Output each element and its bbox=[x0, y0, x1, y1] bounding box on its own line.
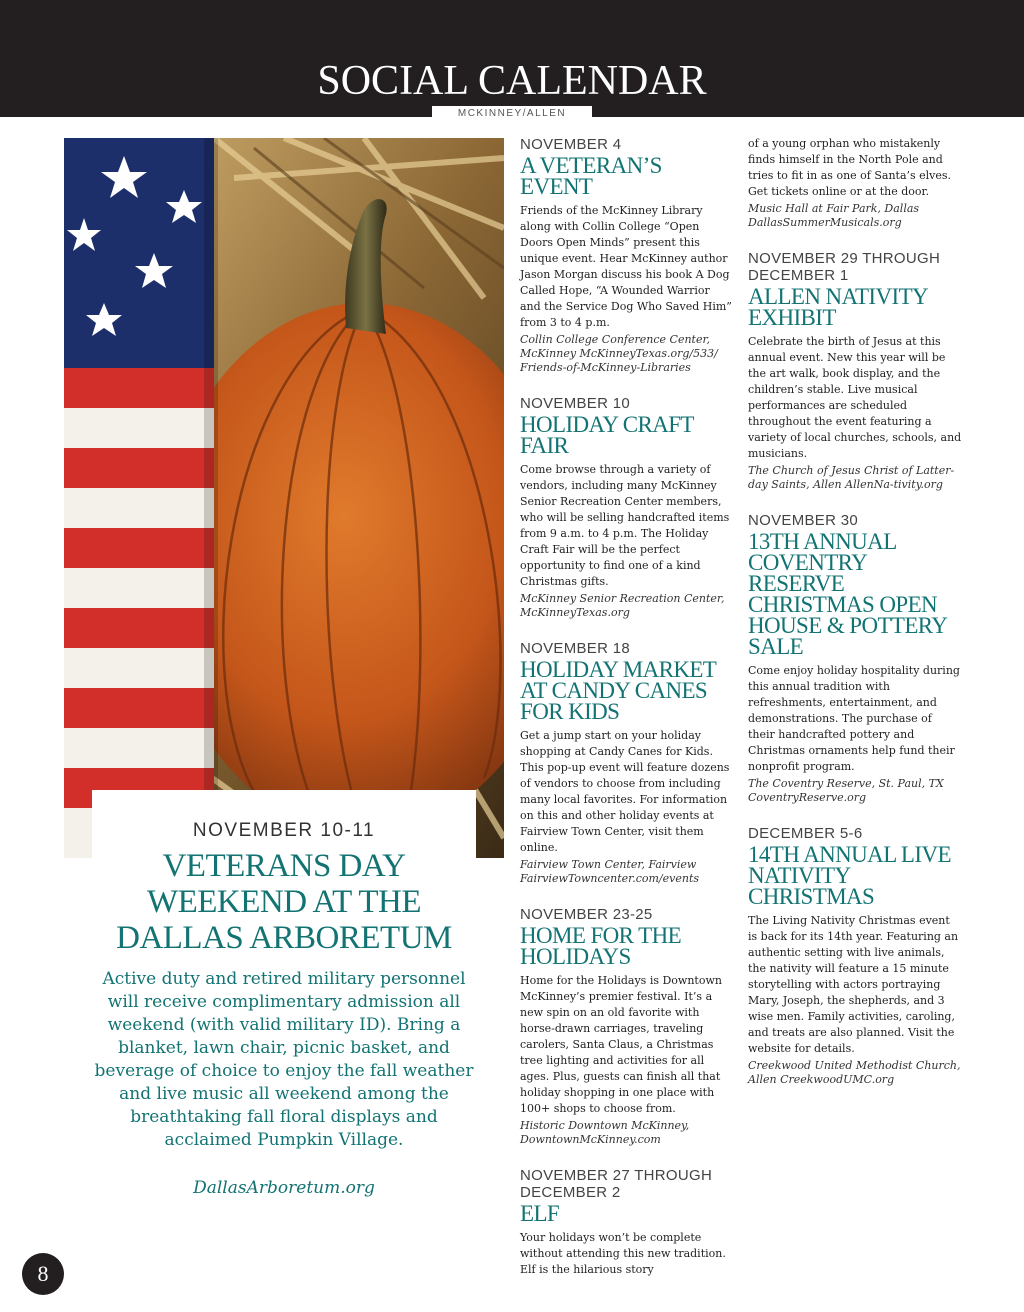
event-title: HOLIDAY CRAFT FAIR bbox=[520, 412, 694, 458]
event-description: Your holidays won’t be complete without attending this new tradition. Elf is the hilarious story bbox=[520, 1231, 726, 1276]
event-item bbox=[520, 1167, 732, 1278]
event-description: Come enjoy holiday hospitality during this annual tradition with refreshments, entertainment, and demonstrations. The purchase of their handcrafted pottery and Christmas ornaments help fund their nonprofit program. bbox=[748, 664, 960, 773]
event-title: A VETERAN’S EVENT bbox=[520, 153, 662, 199]
event-title: 13TH ANNUAL COVENTRY RESERVE CHRISTMAS OPEN HOUSE & POTTERY SALE bbox=[748, 529, 947, 659]
event-item bbox=[748, 825, 962, 1087]
events-column-middle bbox=[520, 136, 732, 1298]
event-date: NOVEMBER 29 THROUGH DECEMBER 1 bbox=[748, 250, 941, 284]
section-subtitle: MCKINNEY/ALLEN bbox=[432, 106, 592, 122]
event-description: Come browse through a variety of vendors, including many McKinney Senior Recreation Center members, who will be selling handcrafted items from 9 a.m. to 4 p.m. The Holiday Craft Fair will be the perfect opportunity to find one of a kind Christmas gifts. bbox=[520, 463, 730, 588]
feature-title: VETERANS DAY WEEKEND AT THE DALLAS ARBORETUM bbox=[116, 848, 452, 956]
event-item bbox=[748, 250, 962, 492]
event-item bbox=[520, 395, 732, 620]
event-date: NOVEMBER 23-25 bbox=[520, 906, 653, 923]
event-venue: The Coventry Reserve, St. Paul, TX CoventryReserve.org bbox=[748, 777, 944, 804]
event-title: 14TH ANNUAL LIVE NATIVITY CHRISTMAS bbox=[748, 842, 951, 909]
event-item-continued bbox=[748, 136, 962, 230]
feature-description: Active duty and retired military personnel will receive complimentary admission all weekend (with valid military ID). Bring a blanket, lawn chair, picnic basket, and beverage of choice to enjoy the fall weather and live music all weekend among the breathtaking fall floral displays and acclaimed Pumpkin Village. bbox=[94, 969, 474, 1150]
page-number: 8 bbox=[22, 1253, 64, 1295]
event-title: ALLEN NATIVITY EXHIBIT bbox=[748, 284, 928, 330]
event-venue: McKinney Senior Recreation Center, McKinneyTexas.org bbox=[520, 592, 725, 619]
event-date: NOVEMBER 18 bbox=[520, 640, 630, 657]
event-venue: Collin College Conference Center, McKinney McKinneyTexas.org/533/ Friends-of-McKinney-Libraries bbox=[520, 333, 718, 374]
feature-date: NOVEMBER 10-11 bbox=[192, 820, 376, 841]
event-title: HOME FOR THE HOLIDAYS bbox=[520, 923, 682, 969]
event-description: Get a jump start on your holiday shopping at Candy Canes for Kids. This pop-up event will feature dozens of vendors to choose from including many local favorites. For information on this and other holiday events at Fairview Town Center, visit them online. bbox=[520, 729, 730, 854]
event-venue: Historic Downtown McKinney, DowntownMcKinney.com bbox=[520, 1119, 690, 1146]
event-item bbox=[748, 512, 962, 805]
feature-website-link[interactable]: DallasArboretum.org bbox=[193, 1178, 375, 1198]
page-title: SOCIAL CALENDAR bbox=[317, 58, 707, 104]
event-description: The Living Nativity Christmas event is back for its 14th year. Featuring an authentic setting with live animals, the nativity will feature a 15 minute storytelling with actors portraying Mary, Joseph, the shepherds, and 3 wise men. Family activities, caroling, and treats are also planned. Visit the website for details. bbox=[748, 914, 959, 1055]
event-title: ELF bbox=[520, 1201, 560, 1226]
event-venue: Music Hall at Fair Park, Dallas DallasSummerMusicals.org bbox=[748, 202, 920, 229]
event-venue: Fairview Town Center, Fairview FairviewTowncenter.com/events bbox=[520, 858, 700, 885]
event-description: Friends of the McKinney Library along with Collin College “Open Doors Open Minds” present this unique event. Hear McKinney author Jason Morgan discuss his book A Dog Called Hope, “A Wounded Warrior and the Service Dog Who Saved Him” from 3 to 4 p.m. bbox=[520, 204, 732, 329]
event-title: HOLIDAY MARKET AT CANDY CANES FOR KIDS bbox=[520, 657, 716, 724]
event-date: NOVEMBER 30 bbox=[748, 512, 858, 529]
event-description: Home for the Holidays is Downtown McKinney’s premier festival. It’s a new spin on an old favorite with horse-drawn carriages, traveling carolers, Santa Claus, a Christmas tree lighting and activities for all ages. Plus, guests can finish all that holiday shopping in one place with 100+ shops to choose from. bbox=[520, 974, 722, 1115]
event-date: DECEMBER 5-6 bbox=[748, 825, 863, 842]
events-column-right bbox=[748, 136, 962, 1107]
event-venue: The Church of Jesus Christ of Latter-day Saints, Allen AllenNa-tivity.org bbox=[748, 464, 955, 491]
event-description: Celebrate the birth of Jesus at this annual event. New this year will be the art walk, book display, and the children’s stable. Live musical performances are scheduled throughout the event featuring a variety of local churches, schools, and musicians. bbox=[748, 335, 962, 460]
event-item bbox=[520, 136, 732, 375]
event-venue: Creekwood United Methodist Church, Allen CreekwoodUMC.org bbox=[748, 1059, 961, 1086]
event-item bbox=[520, 906, 732, 1147]
event-date: NOVEMBER 4 bbox=[520, 136, 622, 153]
feature-event bbox=[92, 818, 476, 1198]
event-description: of a young orphan who mistakenly finds himself in the North Pole and tries to fit in as one of Santa’s elves. Get tickets online or at the door. bbox=[748, 137, 952, 198]
event-date: NOVEMBER 27 THROUGH DECEMBER 2 bbox=[520, 1167, 713, 1201]
event-date: NOVEMBER 10 bbox=[520, 395, 630, 412]
pumpkin-flag-photo bbox=[64, 138, 504, 858]
event-item bbox=[520, 640, 732, 886]
